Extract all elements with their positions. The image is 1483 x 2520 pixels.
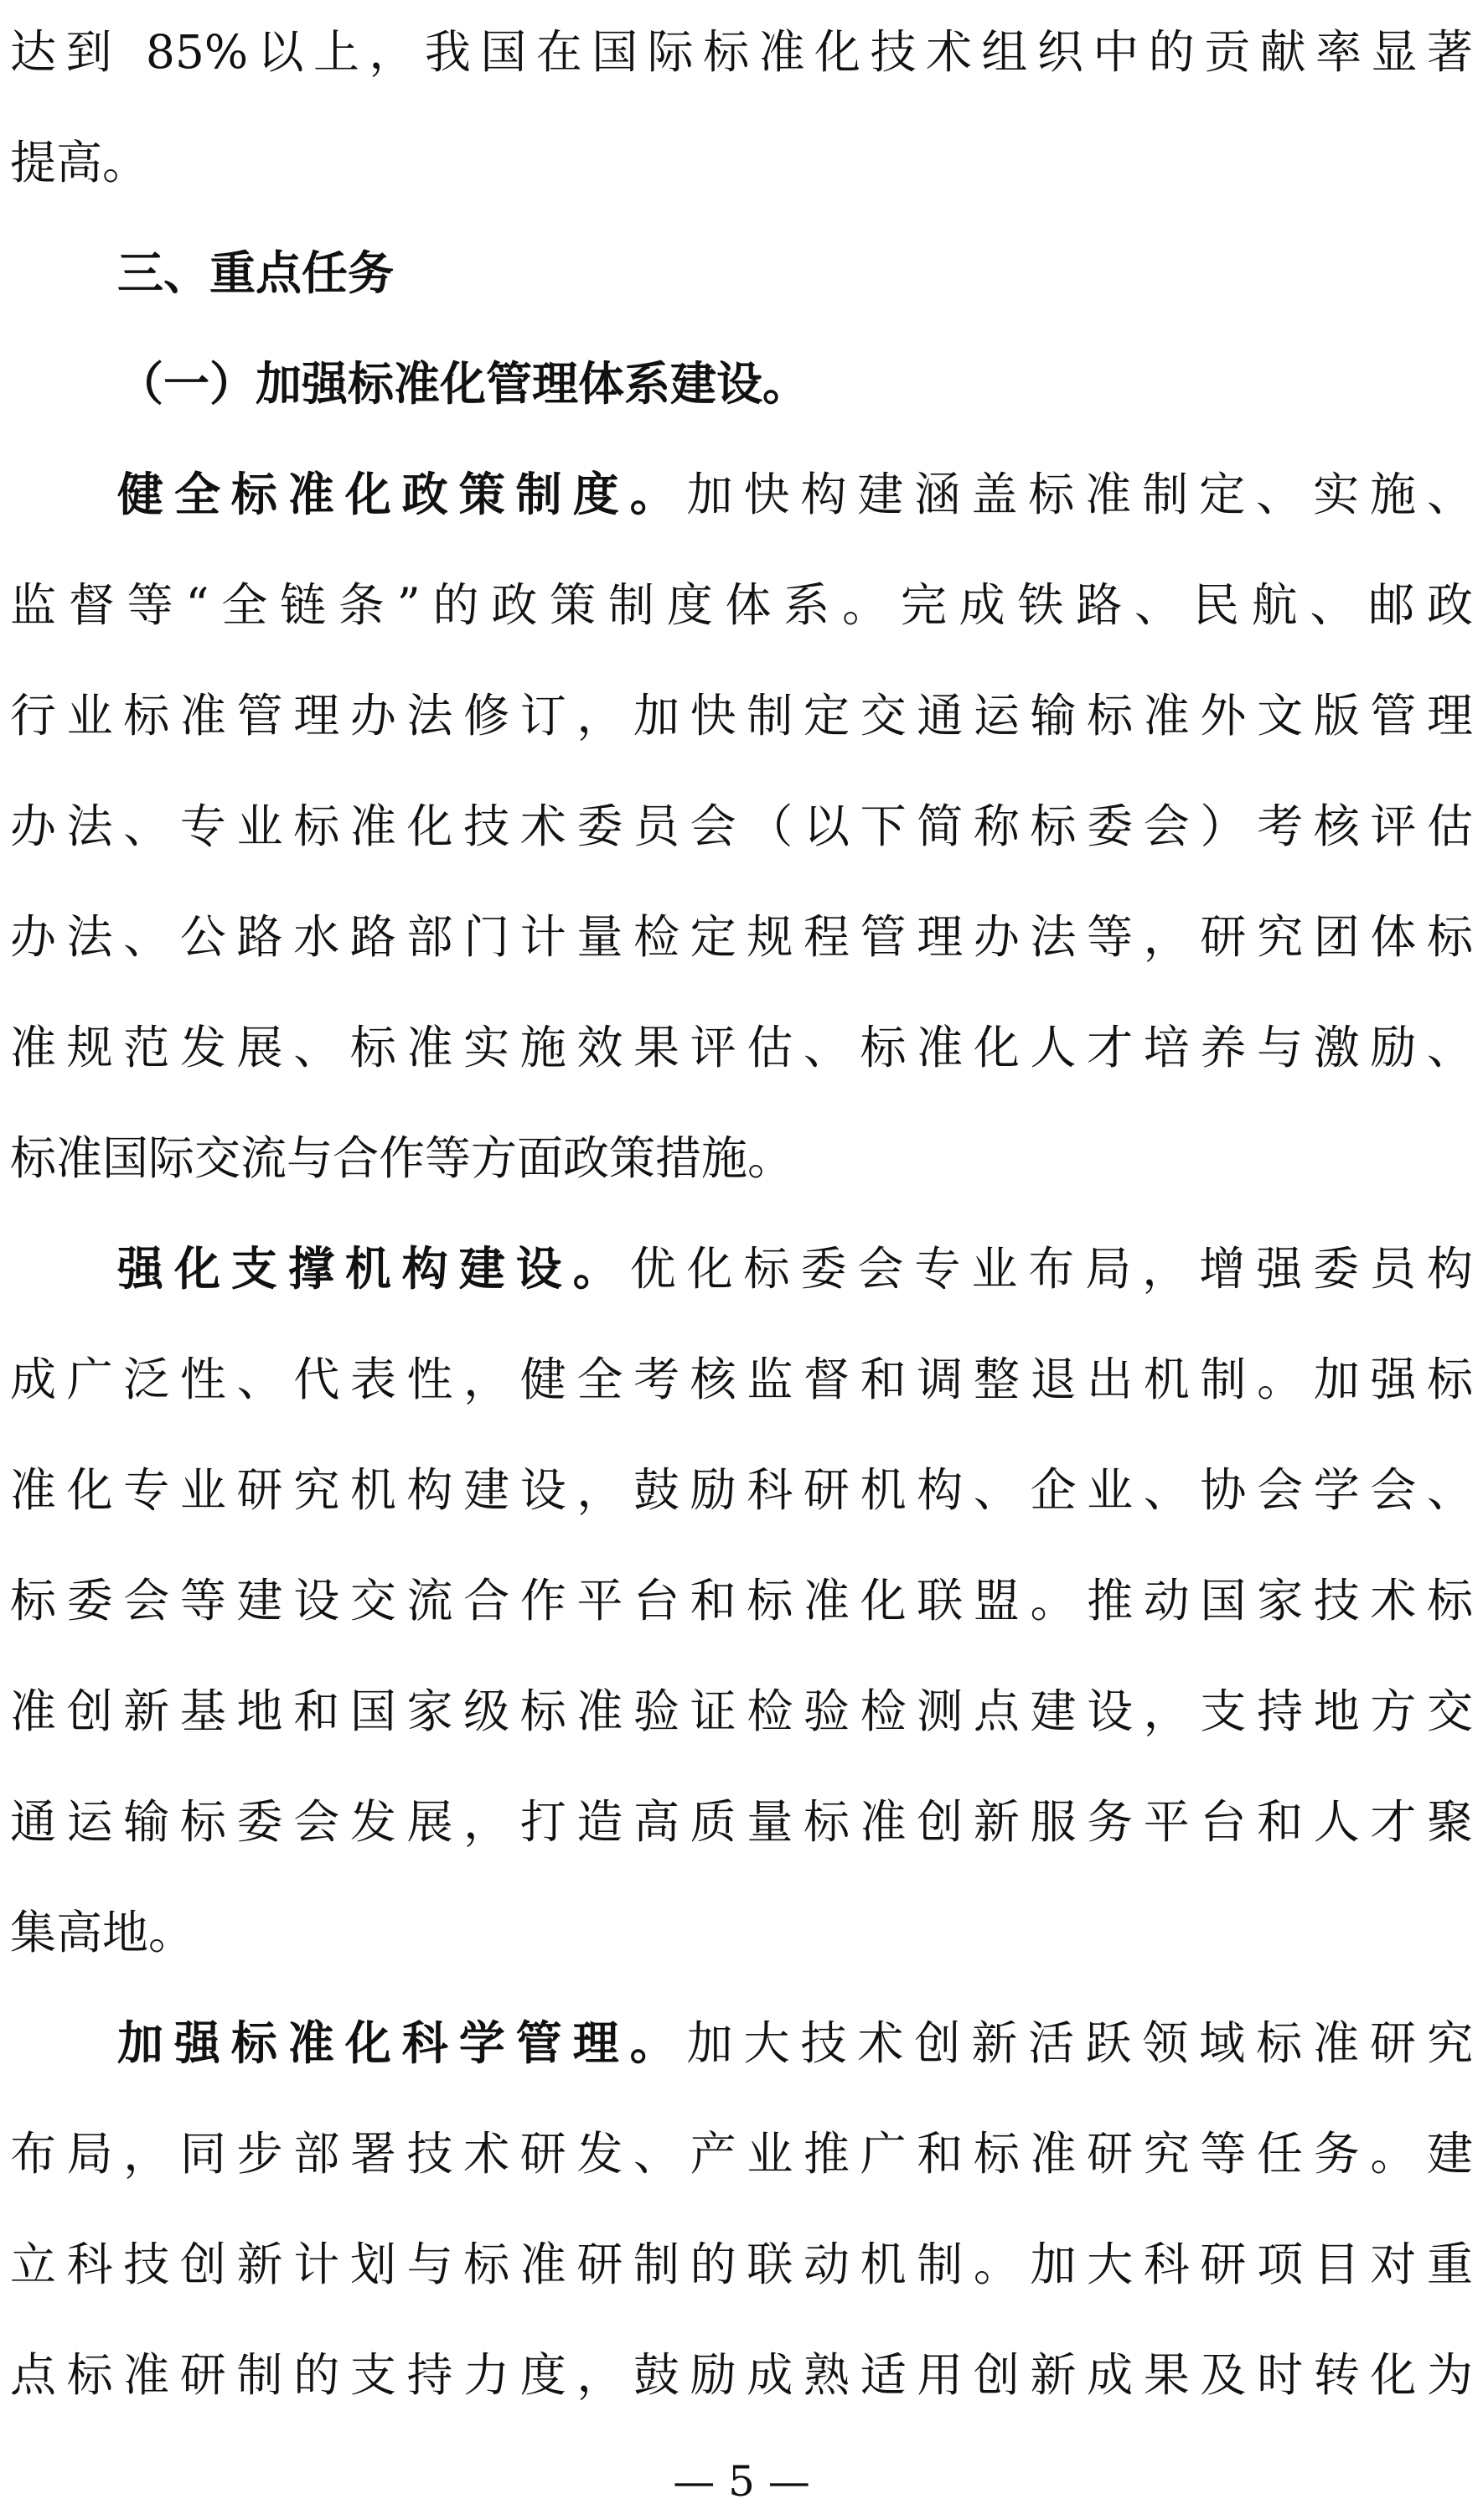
paragraph-first-line — [117, 463, 1473, 526]
paragraph-first-line — [117, 1237, 1473, 1301]
page-number: — 5 — — [673, 2457, 810, 2506]
text-line: 优化标委会专业布局，增强委员构 — [629, 1242, 1473, 1296]
paragraph-first-line — [117, 2011, 1473, 2075]
text-line: 办法、公路水路部门计量检定规程管理办法等，研究团体标 — [10, 910, 1473, 964]
text-line: 办法、专业标准化技术委员会（以下简称标委会）考核评估 — [10, 799, 1473, 853]
paragraph-lead-title: 加强标准化科学管理。 — [117, 2016, 687, 2070]
text-line: 标准国际交流与合作等方面政策措施。 — [10, 1131, 794, 1185]
text-line: 达到 85%以上，我国在国际标准化技术组织中的贡献率显著 — [10, 25, 1473, 79]
text-line: 准化专业研究机构建设，鼓励科研机构、企业、协会学会、 — [10, 1463, 1473, 1517]
text-line: 立科技创新计划与标准研制的联动机制。加大科研项目对重 — [10, 2238, 1473, 2291]
text-line: 加快构建涵盖标准制定、实施、 — [686, 468, 1473, 521]
text-line: 监督等“全链条”的政策制度体系。完成铁路、民航、邮政 — [10, 578, 1473, 632]
text-line: 标委会等建设交流合作平台和标准化联盟。推动国家技术标 — [10, 1574, 1473, 1627]
paragraph-lead-title: 强化支撑机构建设。 — [117, 1242, 630, 1296]
text-line: 准规范发展、标准实施效果评估、标准化人才培养与激励、 — [10, 1021, 1473, 1074]
text-line: 集高地。 — [10, 1906, 195, 1959]
text-line: 加大技术创新活跃领域标准研究 — [686, 2016, 1473, 2070]
text-line: 点标准研制的支持力度，鼓励成熟适用创新成果及时转化为 — [10, 2348, 1473, 2402]
text-line: 成广泛性、代表性，健全考核监督和调整退出机制。加强标 — [10, 1353, 1473, 1406]
text-line: 布局，同步部署技术研发、产业推广和标准研究等任务。建 — [10, 2127, 1473, 2181]
text-line: 行业标准管理办法修订，加快制定交通运输标准外文版管理 — [10, 689, 1473, 743]
paragraph-lead-title: 健全标准化政策制度。 — [117, 468, 687, 521]
text-line: 准创新基地和国家级标准验证检验检测点建设，支持地方交 — [10, 1684, 1473, 1738]
text-line: 通运输标委会发展，打造高质量标准创新服务平台和人才聚 — [10, 1795, 1473, 1849]
section-heading: 三、重点任务 — [117, 246, 395, 300]
text-line: 提高。 — [10, 136, 149, 189]
sub-heading: （一）加强标准化管理体系建设。 — [117, 357, 809, 411]
